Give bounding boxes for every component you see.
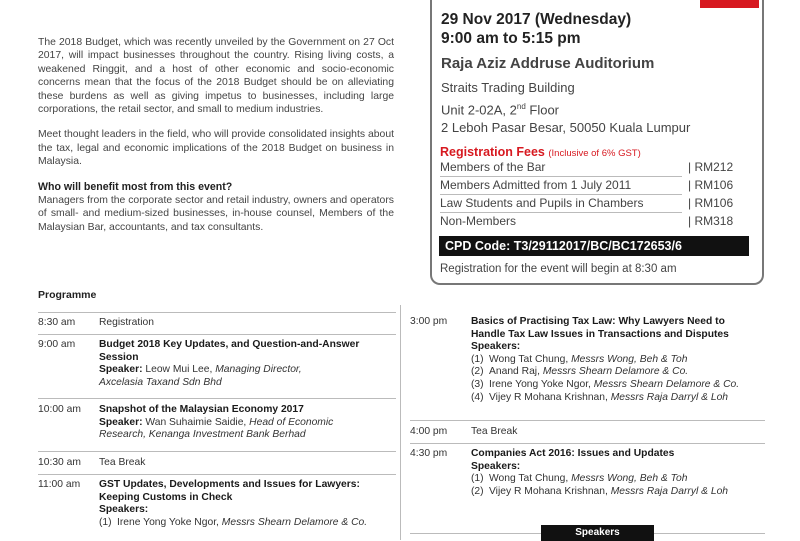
item-title: GST Updates, Developments and Issues for Lawyers: [99, 479, 360, 490]
programme-item [410, 426, 770, 440]
fee-name: Members Admitted from 1 July 2011 [440, 178, 632, 192]
item-content [99, 339, 359, 389]
speaker-name: Irene Yong Yoke Ngor, [117, 516, 222, 528]
venue-title: Raja Aziz Addruse Auditorium [441, 55, 655, 72]
fee-price: | RM318 [688, 214, 734, 228]
divider [38, 451, 396, 452]
venue-line-3: 2 Leboh Pasar Besar, 50050 Kuala Lumpur [441, 120, 691, 136]
item-title: Basics of Practising Tax Law: Why Lawyers Need to [471, 316, 725, 327]
item-title: Budget 2018 Key Updates, and Question-and-Answer [99, 339, 360, 350]
programme-item [38, 479, 396, 540]
fees-note: (Inclusive of 6% GST) [548, 148, 641, 159]
cpd-code: CPD Code: T3/29112017/BC/BC172653/6 [439, 236, 749, 256]
speaker-number: (1) [471, 473, 484, 485]
item-time: 10:30 am [38, 457, 81, 468]
item-time: 10:00 am [38, 404, 81, 415]
event-date-time [441, 10, 631, 48]
item-time: 11:00 am [38, 479, 81, 490]
item-time: 3:00 pm [410, 316, 448, 327]
item-title: Snapshot of the Malaysian Economy 2017 [99, 404, 304, 415]
speaker-firm: Messrs Wong, Beh & Toh [571, 473, 688, 485]
item-time: 9:00 am [38, 339, 76, 350]
fee-price: | RM212 [688, 160, 734, 174]
benefit-heading: Who will benefit most from this event? [38, 180, 233, 193]
item-time: 8:30 am [38, 317, 76, 328]
fee-name: Members of the Bar [440, 160, 546, 174]
programme-heading: Programme [38, 289, 97, 301]
intro-paragraph-2: Meet thought leaders in the field, who will provide consolidated insights about the tax, legal and economic implications of the 2018 Budget on business in Malaysia. [38, 129, 394, 168]
fees-title: Registration Fees [440, 145, 545, 159]
intro-section [38, 36, 394, 246]
speaker-name: Leow Mui Lee, [145, 364, 216, 376]
speaker-label: Speakers: [471, 460, 521, 472]
venue-unit: Unit 2-02A, 2 [441, 101, 517, 117]
divider [410, 420, 765, 421]
speaker-number: (2) [471, 485, 484, 497]
speaker-number: (2) [471, 366, 484, 378]
item-time: 4:00 pm [410, 426, 448, 437]
fee-divider [440, 212, 682, 213]
item-content [471, 448, 728, 498]
programme-item [38, 339, 396, 399]
programme-item [38, 404, 396, 452]
item-title-cont: Keeping Customs in Check [99, 491, 233, 503]
speaker-firm: Messrs Shearn Delamore & Co. [221, 516, 368, 528]
speaker-role: Managing Director, [215, 364, 302, 376]
item-title: Companies Act 2016: Issues and Updates [471, 448, 675, 459]
item-content [471, 316, 739, 404]
fee-row [440, 214, 750, 232]
red-accent-bar [700, 0, 759, 8]
programme-item [410, 448, 770, 508]
speaker-org: Axcelasia Taxand Sdn Bhd [99, 376, 222, 388]
fee-name: Non-Members [440, 214, 517, 228]
venue-line-2 [441, 98, 690, 120]
speaker-number: (3) [471, 378, 484, 390]
speaker-firm: Messrs Raja Darryl & Loh [610, 391, 729, 403]
speaker-number: (4) [471, 391, 484, 403]
item-title: Tea Break [99, 457, 146, 468]
fee-price: | RM106 [688, 178, 734, 192]
speaker-org: Research, Kenanga Investment Bank Berhad [99, 429, 306, 441]
item-time: 4:30 pm [410, 448, 448, 459]
registration-note: Registration for the event will begin at 8:30 am [440, 263, 677, 275]
item-title: Registration [99, 317, 154, 328]
programme-item [410, 316, 770, 416]
event-date: 29 Nov 2017 (Wednesday) [441, 11, 632, 28]
item-title: Tea Break [471, 426, 518, 437]
venue-line-1: Straits Trading Building [441, 80, 575, 95]
fee-name: Law Students and Pupils in Chambers [440, 196, 644, 210]
venue-floor: Floor [525, 101, 560, 117]
item-title-cont: Session [99, 351, 139, 363]
column-divider [400, 305, 401, 540]
speaker-role: Head of Economic [249, 416, 334, 428]
speaker-name: Vijey R Mohana Krishnan, [489, 391, 611, 403]
speaker-number: (1) [471, 353, 484, 365]
speaker-firm: Messrs Raja Darryl & Loh [610, 485, 729, 497]
divider [38, 334, 396, 335]
speaker-label: Speaker: [99, 416, 146, 428]
divider [38, 474, 396, 475]
programme-item [38, 457, 396, 471]
item-title-cont: Handle Tax Law Issues in Transactions and Disputes [471, 328, 729, 340]
speaker-firm: Messrs Shearn Delamore & Co. [542, 366, 689, 378]
speaker-label: Speakers: [471, 341, 521, 353]
divider [38, 312, 396, 313]
speaker-firm: Messrs Shearn Delamore & Co. [593, 378, 740, 390]
speaker-firm: Messrs Wong, Beh & Toh [571, 353, 688, 365]
speaker-name: Anand Raj, [489, 366, 543, 378]
item-content [99, 479, 367, 529]
speaker-name: Irene Yong Yoke Ngor, [489, 378, 594, 390]
intro-paragraph-1: The 2018 Budget, which was recently unveiled by the Government on 27 Oct 2017, will impact businesses throughout the country. Rising living costs, a weakened Ringgit, and a host of other economic and socio-economic concerns mean that the focus of the 2018 Budget should be on alleviating these burdens as well as giving impetus to businesses, including large corporations, the retail sector, and small to medium industries. [38, 37, 394, 116]
divider [410, 443, 765, 444]
speaker-label: Speaker: [99, 364, 146, 376]
speaker-name: Wan Suhaimie Saidie, [145, 416, 250, 428]
speaker-label: Speakers: [99, 504, 149, 516]
speaker-name: Vijey R Mohana Krishnan, [489, 485, 611, 497]
item-content [99, 404, 333, 442]
speaker-number: (1) [99, 516, 112, 528]
fee-divider [440, 194, 682, 195]
programme-item [38, 317, 396, 331]
venue-floor-sup: nd [516, 101, 526, 111]
fee-price: | RM106 [688, 196, 734, 210]
fees-heading [440, 145, 641, 159]
speaker-name: Wong Tat Chung, [489, 473, 572, 485]
fee-divider [440, 176, 682, 177]
speakers-section-bar: Speakers [541, 525, 654, 541]
speaker-name: Wong Tat Chung, [489, 353, 572, 365]
event-time: 9:00 am to 5:15 pm [441, 30, 581, 47]
benefit-text: Managers from the corporate sector and retail industry, owners and operators of small- and medium-sized businesses, in-house counsel, Members of the Malaysian Bar, accountants, and tax consultants. [38, 195, 394, 233]
venue-address [441, 79, 690, 138]
divider [38, 398, 396, 399]
